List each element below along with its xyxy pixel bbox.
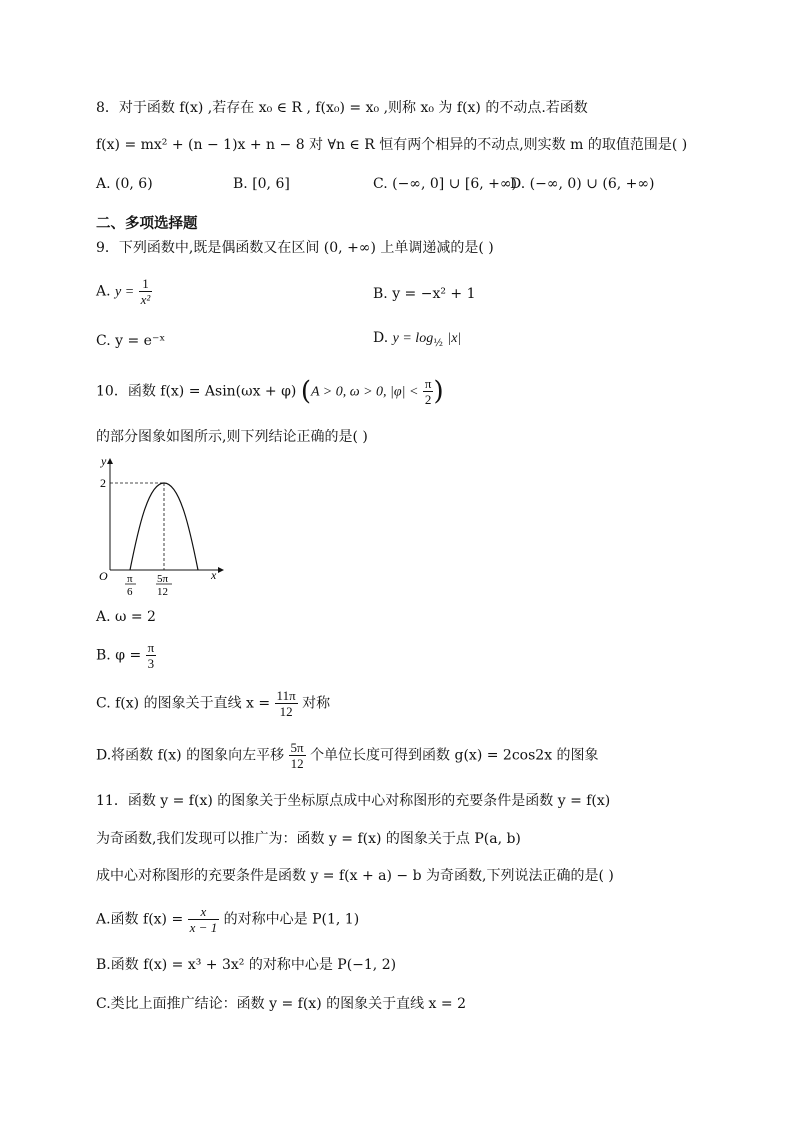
q10-cond-den: 2 xyxy=(424,392,432,407)
q9-option-a-fraction xyxy=(139,276,153,307)
q9-option-c: C. y = e⁻ˣ xyxy=(96,333,166,349)
q10-option-d-den: 12 xyxy=(290,756,304,771)
q10-option-c-fraction xyxy=(275,688,298,719)
x-axis-arrow-icon xyxy=(218,567,224,573)
q9-option-a-den: x² xyxy=(140,292,151,307)
q9-stem: 9．下列函数中,既是偶函数又在区间 (0, +∞) 上单调递减的是( ) xyxy=(96,240,494,256)
q10-stem-func: 10．函数 f(x) = Asin(ωx + φ) xyxy=(96,383,297,400)
q10-option-b-den: 3 xyxy=(147,656,155,671)
q10-option-b-fraction xyxy=(146,640,157,671)
q8-option-a: A. (0, 6) xyxy=(96,176,153,192)
q10-option-b-label: B. φ = xyxy=(96,647,142,664)
q10-option-d xyxy=(96,740,599,771)
q11-option-a-fraction xyxy=(188,904,220,935)
q9-option-d xyxy=(373,328,461,354)
q11-stem-line1: 11．函数 y = f(x) 的图象关于坐标原点成中心对称图形的充要条件是函数 y = f(x) xyxy=(96,793,611,809)
q10-option-d-num: 5π xyxy=(290,740,304,755)
q9-option-a-label: A. xyxy=(96,283,111,300)
q11-option-a-num: x xyxy=(188,904,220,920)
q9-option-d-label: D. xyxy=(373,330,389,346)
q9-option-a xyxy=(96,276,152,307)
q10-stem-line1 xyxy=(96,376,444,407)
q11-option-a-den: x − 1 xyxy=(189,920,218,935)
q11-option-a-post: 的对称中心是 P(1, 1) xyxy=(223,911,360,928)
sine-curve xyxy=(130,483,198,570)
q8-option-b: B. [0, 6] xyxy=(233,176,290,192)
q10-paren-open: ( xyxy=(300,376,311,407)
q9-option-a-num: 1 xyxy=(139,276,153,292)
q8-option-c: C. (−∞, 0] ∪ [6, +∞) xyxy=(373,176,517,192)
q10-stem-line2: 的部分图象如图所示,则下列结论正确的是( ) xyxy=(96,429,368,445)
q8-stem-line2: f(x) = mx² + (n − 1)x + n − 8 对 ∀n ∈ R 恒有两个相异的不动点,则实数 m 的取值范围是( ) xyxy=(96,137,688,153)
q10-option-c xyxy=(96,688,330,719)
q11-option-b: B.函数 f(x) = x³ + 3x² 的对称中心是 P(−1, 2) xyxy=(96,957,397,973)
q11-stem-line3: 成中心对称图形的充要条件是函数 y = f(x + a) − b 为奇函数,下列说法正确的是( ) xyxy=(96,868,614,884)
q8-stem-line1: 8．对于函数 f(x) ,若存在 x₀ ∈ R , f(x₀) = x₀ ,则称 x₀ 为 f(x) 的不动点.若函数 xyxy=(96,100,588,116)
x-axis-label: x xyxy=(211,568,217,582)
q9-option-a-var: y = xyxy=(115,284,135,300)
q10-option-b xyxy=(96,640,156,671)
q10-option-c-num: 11π xyxy=(276,688,296,703)
q10-option-a: A. ω = 2 xyxy=(96,609,156,625)
x-tick1-num: π xyxy=(127,573,133,585)
q11-option-c: C.类比上面推广结论：函数 y = f(x) 的图象关于直线 x = 2 xyxy=(96,996,466,1012)
q10-cond-fraction xyxy=(423,376,434,407)
q8-option-d: D. (−∞, 0) ∪ (6, +∞) xyxy=(510,176,655,192)
origin-label: O xyxy=(99,569,108,583)
q9-option-b: B. y = −x² + 1 xyxy=(373,286,476,302)
q11-stem-line2: 为奇函数,我们发现可以推广为：函数 y = f(x) 的图象关于点 P(a, b) xyxy=(96,831,521,847)
y-tick-2: 2 xyxy=(100,476,106,490)
q11-option-a-pre: A.函数 f(x) = xyxy=(96,911,184,928)
y-axis-label: y xyxy=(101,454,107,468)
q10-option-d-fraction xyxy=(289,740,306,771)
q11-option-a xyxy=(96,904,359,935)
q10-option-d-pre: D.将函数 f(x) 的图象向左平移 xyxy=(96,747,285,764)
y-axis-arrow-icon xyxy=(107,458,113,464)
q10-option-c-den: 12 xyxy=(279,704,293,719)
q9-option-d-base: ½ xyxy=(433,337,443,349)
q10-paren-close: ) xyxy=(433,376,444,407)
q10-option-c-pre: C. f(x) 的图象关于直线 x = xyxy=(96,695,271,712)
section-title-multiple-choice: 二、多项选择题 xyxy=(96,215,198,232)
q9-option-d-arg: |x| xyxy=(447,331,462,346)
x-tick2-num: 5π xyxy=(157,573,169,585)
q9-option-d-func: y = log xyxy=(392,331,434,346)
q10-option-d-post: 个单位长度可得到函数 g(x) = 2cos2x 的图象 xyxy=(310,747,599,764)
q10-option-b-num: π xyxy=(147,640,155,655)
x-tick1-den: 6 xyxy=(127,586,133,598)
x-tick2-den: 12 xyxy=(157,586,168,598)
q10-cond-num: π xyxy=(424,376,432,391)
q10-cond: A > 0, ω > 0, |φ| < xyxy=(310,384,419,400)
q10-option-c-post: 对称 xyxy=(302,695,331,712)
q10-sine-graph xyxy=(90,450,230,600)
